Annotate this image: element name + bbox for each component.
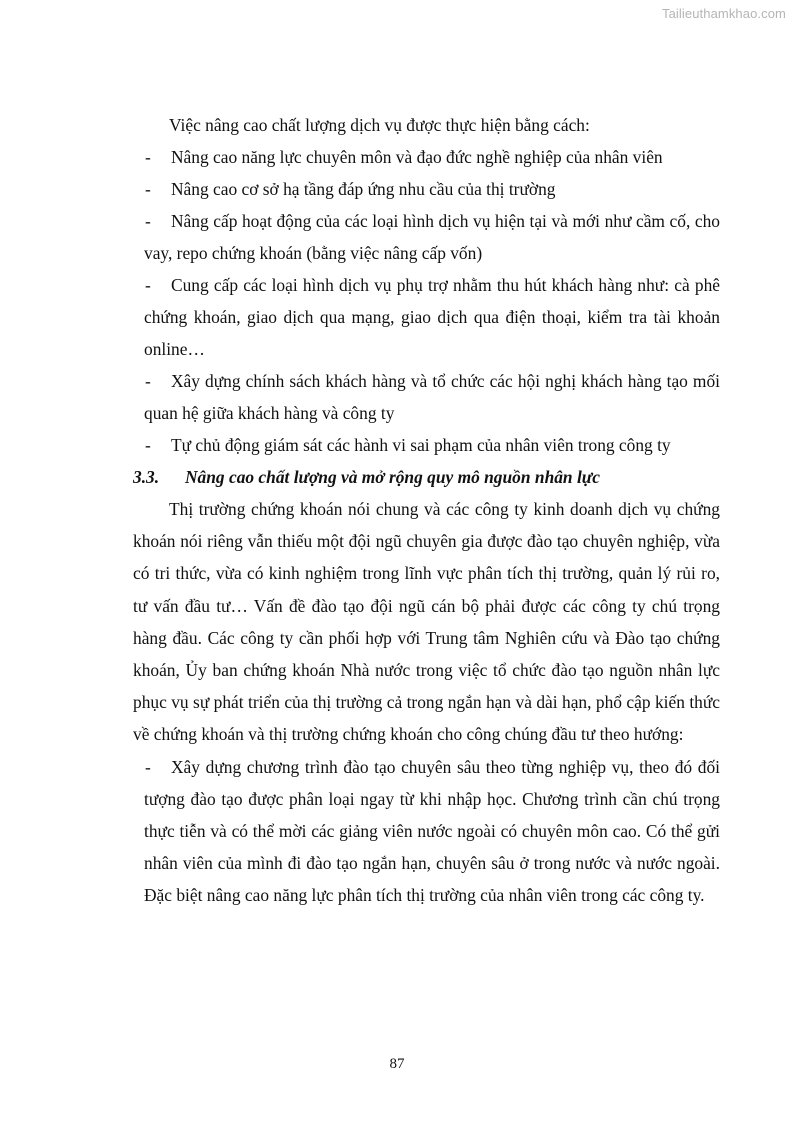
list-item [133,429,720,461]
page-number: 87 [389,1056,405,1072]
list-item [133,141,720,173]
intro-paragraph: Việc nâng cao chất lượng dịch vụ được thực hiện bằng cách: [169,115,590,135]
body-paragraph: Thị trường chứng khoán nói chung và các công ty kinh doanh dịch vụ chứng khoán nói riêng vẫn thiếu một đội ngũ chuyên gia được đào tạo chuyên nghiệp, vừa có tri thức, vừa có kinh nghiệm trong lĩnh vực phân tích thị trường, quản lý rủi ro, tư vấn đầu tư… Vấn đề đào tạo đội ngũ cán bộ phải được các công ty chú trọng hàng đầu. Các công ty cần phối hợp với Trung tâm Nghiên cứu và Đào tạo chứng khoán, Ủy ban chứng khoán Nhà nước trong việc tổ chức đào tạo nguồn nhân lực phục vụ sự phát triển của thị trường cả trong ngắn hạn và dài hạn, phổ cập kiến thức về chứng khoán và thị trường chứng khoán cho công chúng đầu tư theo hướng: [133,499,720,745]
section-title: Nâng cao chất lượng và mở rộng quy mô nguồn nhân lực [185,467,600,487]
list-item [133,365,720,429]
list-item-text: Xây dựng chính sách khách hàng và tổ chức các hội nghị khách hàng tạo mối quan hệ giữa khách hàng và công ty [144,371,720,423]
list-item-text: Xây dựng chương trình đào tạo chuyên sâu theo từng nghiệp vụ, theo đó đối tượng đào tạo được phân loại ngay từ khi nhập học. Chương trình cần chú trọng thực tiễn và có thể mời các giảng viên nước ngoài có chuyên môn cao. Có thể gửi nhân viên của mình đi đào tạo ngắn hạn, chuyên sâu ở trong nước và nước ngoài. Đặc biệt nâng cao năng lực phân tích thị trường của nhân viên trong các công ty. [144,756,720,905]
list-item-text: Cung cấp các loại hình dịch vụ phụ trợ nhằm thu hút khách hàng như: cà phê chứng khoán, giao dịch qua mạng, giao dịch qua điện thoại, kiểm tra tài khoản online… [144,275,720,359]
section-number: 3.3. [133,467,160,487]
list-item [133,269,720,365]
bullet-dash: - [145,371,151,391]
bullet-dash: - [145,211,151,231]
page-content [133,109,720,911]
list-item-text: Nâng cấp hoạt động của các loại hình dịch vụ hiện tại và mới như cầm cố, cho vay, repo chứng khoán (bằng việc nâng cấp vốn) [144,211,720,263]
bullet-dash: - [145,756,151,777]
list-item [133,751,720,911]
bullet-dash: - [145,179,151,199]
list-item [133,173,720,205]
list-item-text: Tự chủ động giám sát các hành vi sai phạm của nhân viên trong công ty [171,435,671,455]
bullet-dash: - [145,435,151,455]
list-item [133,205,720,269]
list-item-text: Nâng cao năng lực chuyên môn và đạo đức nghề nghiệp của nhân viên [171,147,663,167]
list-item-text: Nâng cao cơ sở hạ tầng đáp ứng nhu cầu của thị trường [171,179,556,199]
bullet-dash: - [145,275,151,295]
watermark: Tailieuthamkhao.com [661,6,786,21]
section-heading [133,461,720,493]
bullet-dash: - [145,147,151,167]
